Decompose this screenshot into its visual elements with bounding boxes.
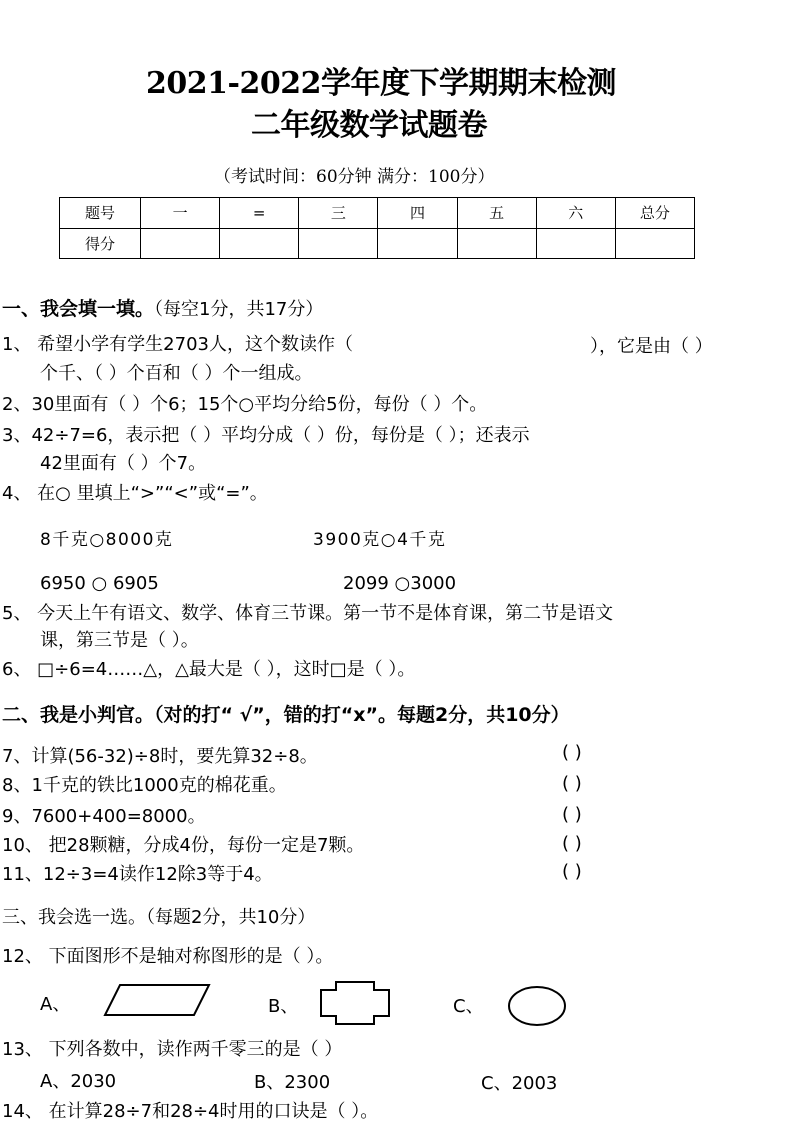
score-cell: 三 bbox=[299, 198, 378, 229]
judge-item-11: 11、12÷3=4读作12除3等于4。 bbox=[2, 864, 273, 885]
q4-c: 6950 ○ 6905 bbox=[40, 573, 159, 594]
judge-answer-11[interactable]: ( ) bbox=[562, 861, 582, 882]
section3-heading: 三、我会选一选。（每题2分，共10分） bbox=[2, 907, 316, 928]
score-input-cell[interactable] bbox=[141, 228, 220, 259]
score-table-header-row bbox=[60, 198, 695, 229]
section1-heading bbox=[2, 294, 323, 321]
section1-note: （每空1分，共17分） bbox=[154, 299, 324, 320]
q1-line2: 个千、（ ）个百和（ ）个一组成。 bbox=[40, 363, 313, 384]
score-cell: 四 bbox=[378, 198, 457, 229]
score-input-cell[interactable] bbox=[536, 228, 615, 259]
section1-title: 一、我会填一填。 bbox=[2, 298, 155, 320]
q4-stem: 4、 在○ 里填上“>”“<”或“=”。 bbox=[2, 483, 268, 504]
q3-line1: 3、42÷7=6，表示把（ ）平均分成（ ）份，每份是（ ）；还表示 bbox=[2, 425, 530, 446]
q14-stem: 14、 在计算28÷7和28÷4时用的口诀是（ ）。 bbox=[2, 1101, 379, 1122]
judge-answer-9[interactable]: ( ) bbox=[562, 804, 582, 825]
q1-line1a: 1、 希望小学有学生2703人，这个数读作（ bbox=[2, 334, 353, 355]
q5-line2: 课，第三节是（ ）。 bbox=[40, 630, 199, 651]
judge-item-9: 9、7600+400=8000。 bbox=[2, 806, 206, 827]
score-cell: 五 bbox=[457, 198, 536, 229]
cross-shape-icon bbox=[318, 980, 392, 1026]
q12-option-a-label[interactable]: A、 bbox=[40, 994, 71, 1015]
section2-heading: 二、我是小判官。（对的打“ √”，错的打“x”。每题2分，共10分） bbox=[2, 704, 570, 726]
q13-option-c[interactable]: C、2003 bbox=[481, 1073, 558, 1094]
score-cell: 总分 bbox=[615, 198, 694, 229]
q3-line2: 42里面有（ ）个7。 bbox=[40, 453, 207, 474]
score-input-cell[interactable] bbox=[457, 228, 536, 259]
judge-answer-10[interactable]: ( ) bbox=[562, 833, 582, 854]
q13-option-b[interactable]: B、2300 bbox=[254, 1072, 331, 1093]
score-cell: = bbox=[220, 198, 299, 229]
judge-answer-7[interactable]: ( ) bbox=[562, 742, 582, 763]
score-cell: 得分 bbox=[60, 228, 141, 259]
q4-d: 2099 ○3000 bbox=[343, 573, 457, 594]
score-input-cell[interactable] bbox=[299, 228, 378, 259]
title-line-1: 2021-2022学年度下学期期末检测 bbox=[146, 66, 616, 101]
q13-stem: 13、 下列各数中，读作两千零三的是（ ） bbox=[2, 1039, 343, 1060]
q4-b: 3900克○4千克 bbox=[313, 530, 447, 550]
judge-item-8: 8、1千克的铁比1000克的棉花重。 bbox=[2, 775, 287, 796]
score-input-cell[interactable] bbox=[378, 228, 457, 259]
q12-stem: 12、 下面图形不是轴对称图形的是（ ）。 bbox=[2, 946, 334, 967]
score-input-cell[interactable] bbox=[220, 228, 299, 259]
title-line-2: 二年级数学试题卷 bbox=[251, 108, 487, 143]
judge-item-7: 7、计算(56-32)÷8时，要先算32÷8。 bbox=[2, 746, 318, 767]
q4-a: 8千克○8000克 bbox=[40, 530, 174, 550]
judge-item-10: 10、 把28颗糖，分成4份，每份一定是7颗。 bbox=[2, 835, 365, 856]
score-input-cell[interactable] bbox=[615, 228, 694, 259]
score-cell: 题号 bbox=[60, 198, 141, 229]
q1-line1b: ），它是由（ ） bbox=[590, 336, 713, 357]
q2: 2、30里面有（ ）个6；15个○平均分给5份，每份（ ）个。 bbox=[2, 394, 488, 415]
exam-info: （考试时间：60分钟 满分：100分） bbox=[214, 167, 495, 187]
q12-option-b-label[interactable]: B、 bbox=[268, 996, 299, 1017]
judge-answer-8[interactable]: ( ) bbox=[562, 773, 582, 794]
ellipse-icon bbox=[506, 984, 568, 1028]
score-cell: 一 bbox=[141, 198, 220, 229]
score-table-score-row bbox=[60, 228, 695, 259]
parallelogram-icon bbox=[103, 982, 211, 1018]
q12-option-c-label[interactable]: C、 bbox=[453, 996, 484, 1017]
q5-line1: 5、 今天上午有语文、数学、体育三节课。第一节不是体育课，第二节是语文 bbox=[2, 603, 614, 624]
q13-option-a[interactable]: A、2030 bbox=[40, 1071, 117, 1092]
score-cell: 六 bbox=[536, 198, 615, 229]
q6: 6、 □÷6=4……△，△最大是（ ），这时□是（ ）。 bbox=[2, 659, 416, 680]
score-table bbox=[59, 197, 695, 259]
